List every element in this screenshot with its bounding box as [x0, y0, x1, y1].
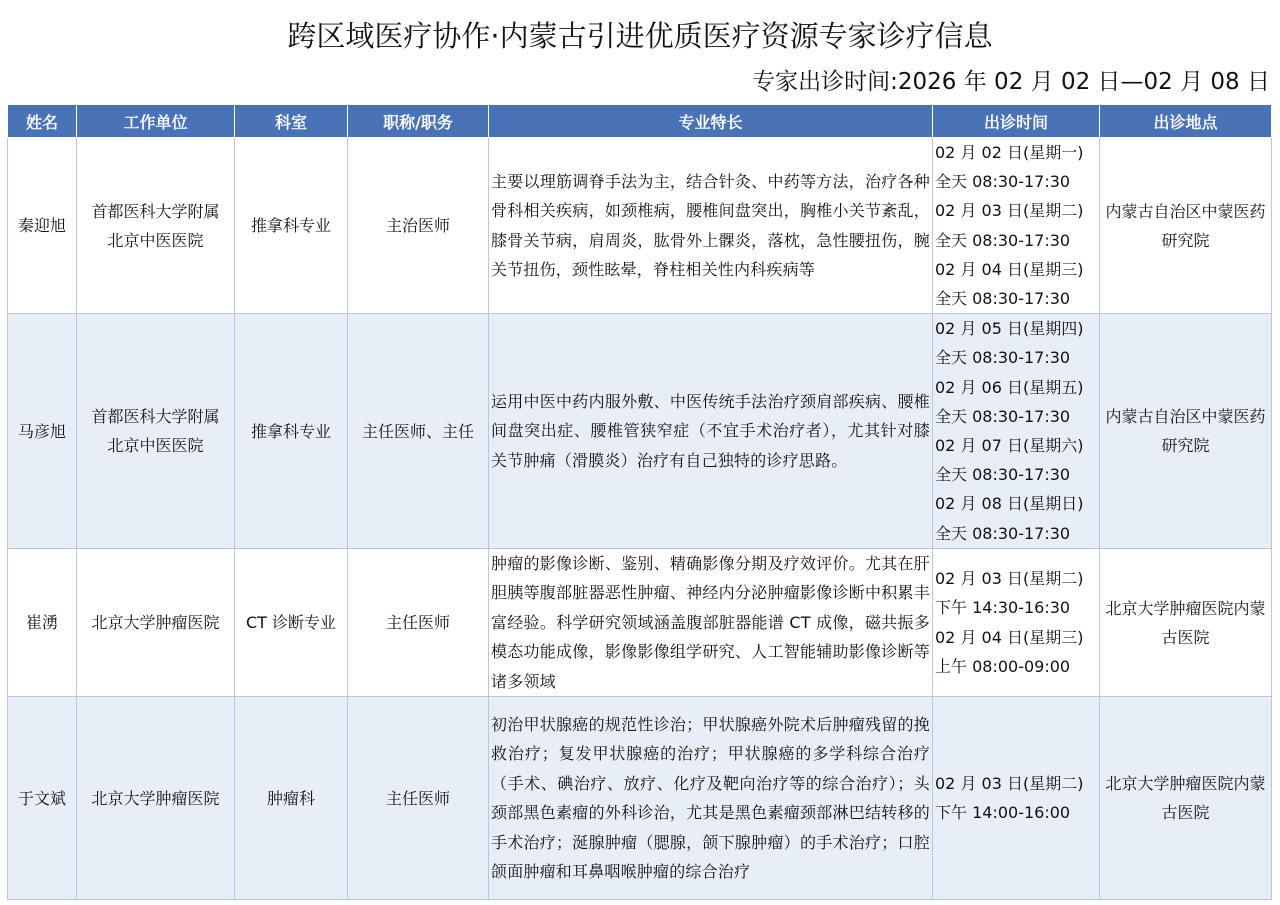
specialty: 肿瘤的影像诊断、鉴别、精确影像分期及疗效评价。尤其在肝胆胰等腹部脏器恶性肿瘤、神经内分泌肿瘤影像诊断中积累丰富经验。科学研究领域涵盖腹部脏器能谱 CT 成像，磁共振多模态功能成像，影像影像组学研究、人工智能辅助影像诊断等诸多领域	[489, 548, 933, 697]
visit-hours: 全天 08:30-17:30	[935, 172, 1071, 192]
visit-date: 02 月 05 日(星期四)	[935, 319, 1084, 339]
work-unit-line: 首都医科大学附属	[91, 407, 220, 427]
specialty: 主要以理筋调脊手法为主，结合针灸、中药等方法，治疗各种骨科相关疾病，如颈椎病，腰椎间盘突出，胸椎小关节紊乱，膝骨关节病，肩周炎，肱骨外上髁炎，落枕，急性腰扭伤，腕关节扭伤，颈性眩晕，脊柱相关性内科疾病等	[489, 138, 933, 314]
job-title: 主治医师	[348, 138, 489, 314]
work-unit	[77, 314, 235, 549]
visit-date: 02 月 08 日(星期日)	[935, 494, 1084, 514]
visit-time	[933, 314, 1100, 549]
specialty: 初治甲状腺癌的规范性诊治；甲状腺癌外院术后肿瘤残留的挽救治疗；复发甲状腺癌的治疗；甲状腺癌的多学科综合治疗（手术、碘治疗、放疗、化疗及靶向治疗等的综合治疗）；头颈部黑色素瘤的外科诊治，尤其是黑色素瘤颈部淋巴结转移的手术治疗；涎腺肿瘤（腮腺，颌下腺肿瘤）的手术治疗；口腔颌面肿瘤和耳鼻咽喉肿瘤的综合治疗	[489, 697, 933, 900]
visit-time	[933, 697, 1100, 900]
visit-date: 02 月 03 日(星期二)	[935, 774, 1084, 794]
work-unit	[77, 697, 235, 900]
visit-date: 02 月 03 日(星期二)	[935, 569, 1084, 589]
job-title: 主任医师	[348, 548, 489, 697]
header-unit: 工作单位	[77, 105, 235, 138]
work-unit	[77, 548, 235, 697]
header-name: 姓名	[8, 105, 77, 138]
doctor-name: 马彦旭	[8, 314, 77, 549]
doctor-name: 秦迎旭	[8, 138, 77, 314]
visit-hours: 全天 08:30-17:30	[935, 406, 1071, 426]
visit-location: 内蒙古自治区中蒙医药研究院	[1100, 138, 1272, 314]
visit-hours: 下午 14:30-16:30	[935, 598, 1071, 618]
visit-hours: 全天 08:30-17:30	[935, 348, 1071, 368]
department: 推拿科专业	[235, 314, 348, 549]
doctor-name: 崔湧	[8, 548, 77, 697]
schedule-period: 专家出诊时间:2026 年 02 月 02 日—02 月 08 日	[752, 69, 1270, 95]
visit-hours: 全天 08:30-17:30	[935, 230, 1071, 250]
department: CT 诊断专业	[235, 548, 348, 697]
visit-hours: 全天 08:30-17:30	[935, 289, 1071, 309]
table-row	[8, 548, 1272, 697]
doctor-name: 于文斌	[8, 697, 77, 900]
work-unit-line: 北京大学肿瘤医院	[91, 613, 220, 633]
department: 推拿科专业	[235, 138, 348, 314]
header-title: 职称/职务	[348, 105, 489, 138]
work-unit-line: 北京中医医院	[107, 436, 204, 456]
visit-hours: 全天 08:30-17:30	[935, 523, 1071, 543]
visit-date: 02 月 03 日(星期二)	[935, 201, 1084, 221]
header-dept: 科室	[235, 105, 348, 138]
specialty: 运用中医中药内服外敷、中医传统手法治疗颈肩部疾病、腰椎间盘突出症、腰椎管狭窄症（不宜手术治疗者），尤其针对膝关节肿痛（滑膜炎）治疗有自己独特的诊疗思路。	[489, 314, 933, 549]
visit-hours: 上午 08:00-09:00	[935, 656, 1071, 676]
header-specialty: 专业特长	[489, 105, 933, 138]
header-time: 出诊时间	[933, 105, 1100, 138]
visit-location: 北京大学肿瘤医院内蒙古医院	[1100, 548, 1272, 697]
visit-time	[933, 138, 1100, 314]
work-unit-line: 北京中医医院	[107, 230, 204, 250]
expert-schedule-table	[7, 104, 1272, 900]
visit-date: 02 月 06 日(星期五)	[935, 377, 1084, 397]
table-row	[8, 697, 1272, 900]
visit-hours: 下午 14:00-16:00	[935, 803, 1071, 823]
visit-date: 02 月 07 日(星期六)	[935, 436, 1084, 456]
work-unit	[77, 138, 235, 314]
visit-location: 内蒙古自治区中蒙医药研究院	[1100, 314, 1272, 549]
visit-location: 北京大学肿瘤医院内蒙古医院	[1100, 697, 1272, 900]
table-row	[8, 314, 1272, 549]
department: 肿瘤科	[235, 697, 348, 900]
visit-date: 02 月 04 日(星期三)	[935, 259, 1084, 279]
work-unit-line: 北京大学肿瘤医院	[91, 788, 220, 808]
visit-date: 02 月 02 日(星期一)	[935, 143, 1084, 162]
work-unit-line: 首都医科大学附属	[91, 201, 220, 221]
job-title: 主任医师、主任	[348, 314, 489, 549]
visit-time	[933, 548, 1100, 697]
header-location: 出诊地点	[1100, 105, 1272, 138]
table-row	[8, 138, 1272, 314]
page-title: 跨区域医疗协作·内蒙古引进优质医疗资源专家诊疗信息	[287, 19, 993, 53]
table-header-row	[8, 105, 1272, 138]
visit-hours: 全天 08:30-17:30	[935, 465, 1071, 485]
job-title: 主任医师	[348, 697, 489, 900]
visit-date: 02 月 04 日(星期三)	[935, 627, 1084, 647]
